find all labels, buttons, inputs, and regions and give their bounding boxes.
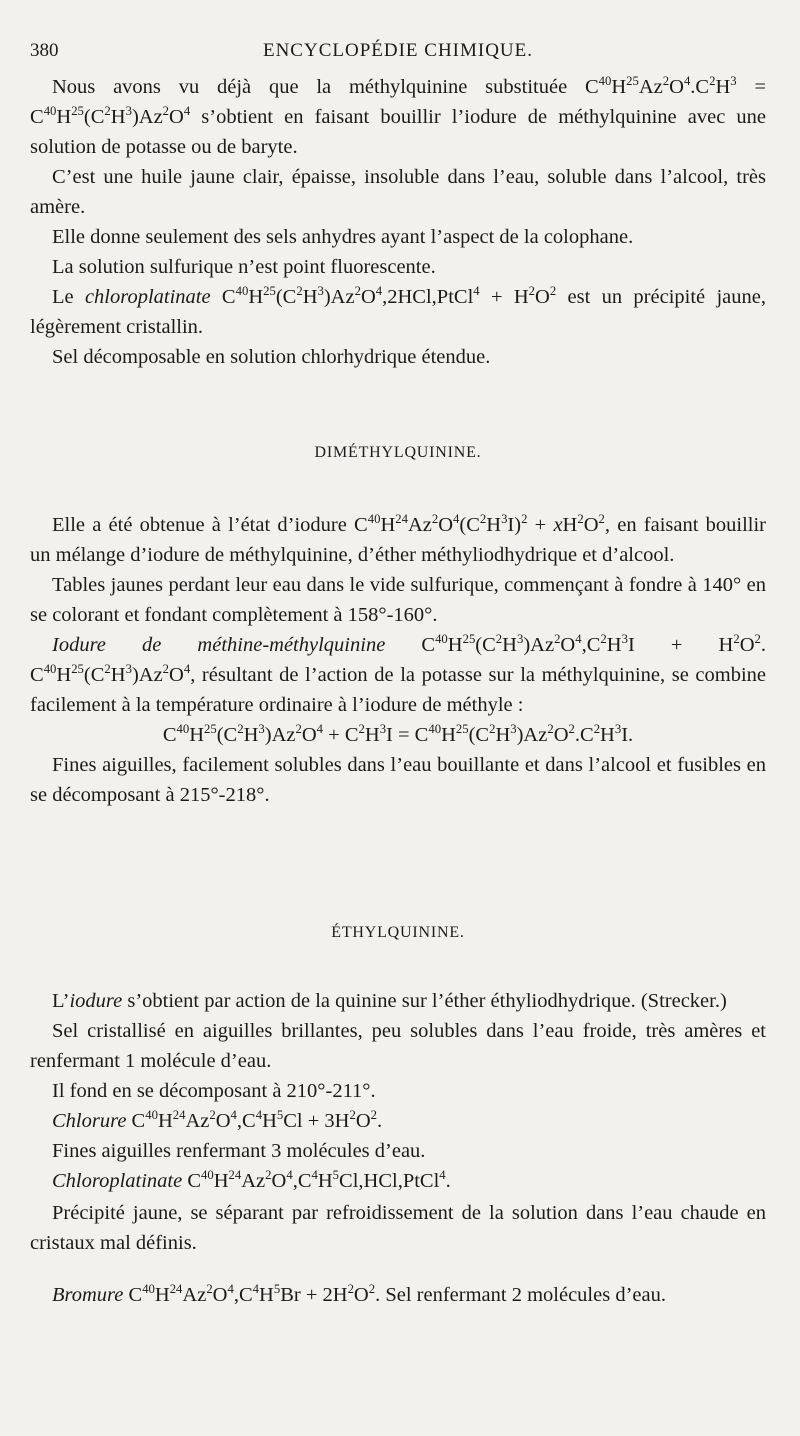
paragraph: Sel décomposable en solution chlorhydrique étendue. [52, 346, 491, 368]
paragraph: Chlorure $C^{40}H^{24}Az^2O^4,C^4H^5Cl + 3H^2O^2$. [52, 1108, 383, 1132]
equation: $C^{40}H^{25}(C^2H^3)Az^2O^4 + C^2H^3I = C^{40}H^{25}(C^2H^3)Az^2O^2.C^2H^3I$. [162, 722, 634, 746]
paragraph: Fines aiguilles renfermant 3 molécules d’eau. [52, 1140, 426, 1162]
section-dimethylquinine-heading-wrap [30, 438, 766, 468]
paragraph: Tables jaunes perdant leur eau dans le vide sulfurique, commençant à fondre à 140° en se colorant et fondant complètement à 158°-160°. [30, 574, 766, 626]
paragraph: Le chloroplatinate $C^{40}H^{25}(C^2H^3)Az^2O^4,2HCl,PtCl^4 + H^2O^2$ est un précipité jaune, légèrement cristallin. [30, 284, 766, 338]
paragraph: Sel cristallisé en aiguilles brillantes, peu solubles dans l’eau froide, très amères et renfermant 1 molécule d’eau. [30, 1020, 766, 1072]
paragraph: La solution sulfurique n’est point fluorescente. [52, 256, 436, 278]
paragraph: Elle a été obtenue à l’état d’iodure $C^{40}H^{24}Az^2O^4(C^2H^3I)^2 + xH^2O^2$, en faisant bouillir un mélange d’iodure de méthylquinine, d’éther méthyliodhydrique et d’alcool. [30, 512, 767, 566]
paragraph: Elle donne seulement des sels anhydres ayant l’aspect de la colophane. [52, 226, 634, 248]
paragraph: Chloroplatinate $C^{40}H^{24}Az^2O^4,C^4H^5Cl,HCl,PtCl^4$. [52, 1168, 451, 1192]
paragraph: Iodure de méthine-méthylquinine $C^{40}H^{25}(C^2H^3)Az^2O^4,C^2H^3I + H^2O^2$. $C^{40}H^{25}(C^2H^3)Az^2O^4$, résultant de l’action de la potasse sur la méthylquinine, se combine facilement à la température ordinaire à l’iodure de méthyle : [30, 632, 766, 716]
paragraph: Précipité jaune, se séparant par refroidissement de la solution dans l’eau chaude en cristaux mal définis. [30, 1202, 766, 1254]
section-heading: DIMÉTHYLQUININE. [314, 444, 482, 461]
section-dimethylquinine [30, 510, 766, 810]
paragraph: L’iodure s’obtient par action de la quinine sur l’éther éthyliodhydrique. (Strecker.) [52, 990, 727, 1012]
section-ethylquinine [30, 986, 766, 1310]
paragraph: Nous avons vu déjà que la méthylquinine substituée $C^{40}H^{25}Az^2O^4.C^2H^3 = C^{40}H^{25}(C^2H^3)Az^2O^4$ s’obtient en faisant bouillir l’iodure de méthylquinine avec une solution de potasse ou de baryte. [30, 74, 767, 158]
section-methylquinine [30, 72, 766, 372]
paragraph: Fines aiguilles, facilement solubles dans l’eau bouillante et dans l’alcool et fusibles en se décomposant à 215°-218°. [30, 754, 766, 806]
page-header [30, 40, 766, 66]
page-number: 380 [30, 40, 59, 61]
paragraph: Bromure $C^{40}H^{24}Az^2O^4,C^4H^5Br + 2H^2O^2$. Sel renfermant 2 molécules d’eau. [52, 1282, 666, 1306]
running-title: ENCYCLOPÉDIE CHIMIQUE. [262, 40, 534, 61]
section-ethylquinine-heading-wrap [30, 918, 766, 948]
paragraph: C’est une huile jaune clair, épaisse, insoluble dans l’eau, soluble dans l’alcool, très amère. [30, 166, 766, 218]
paragraph: Il fond en se décomposant à 210°-211°. [52, 1080, 376, 1102]
section-heading: ÉTHYLQUININE. [331, 924, 465, 941]
